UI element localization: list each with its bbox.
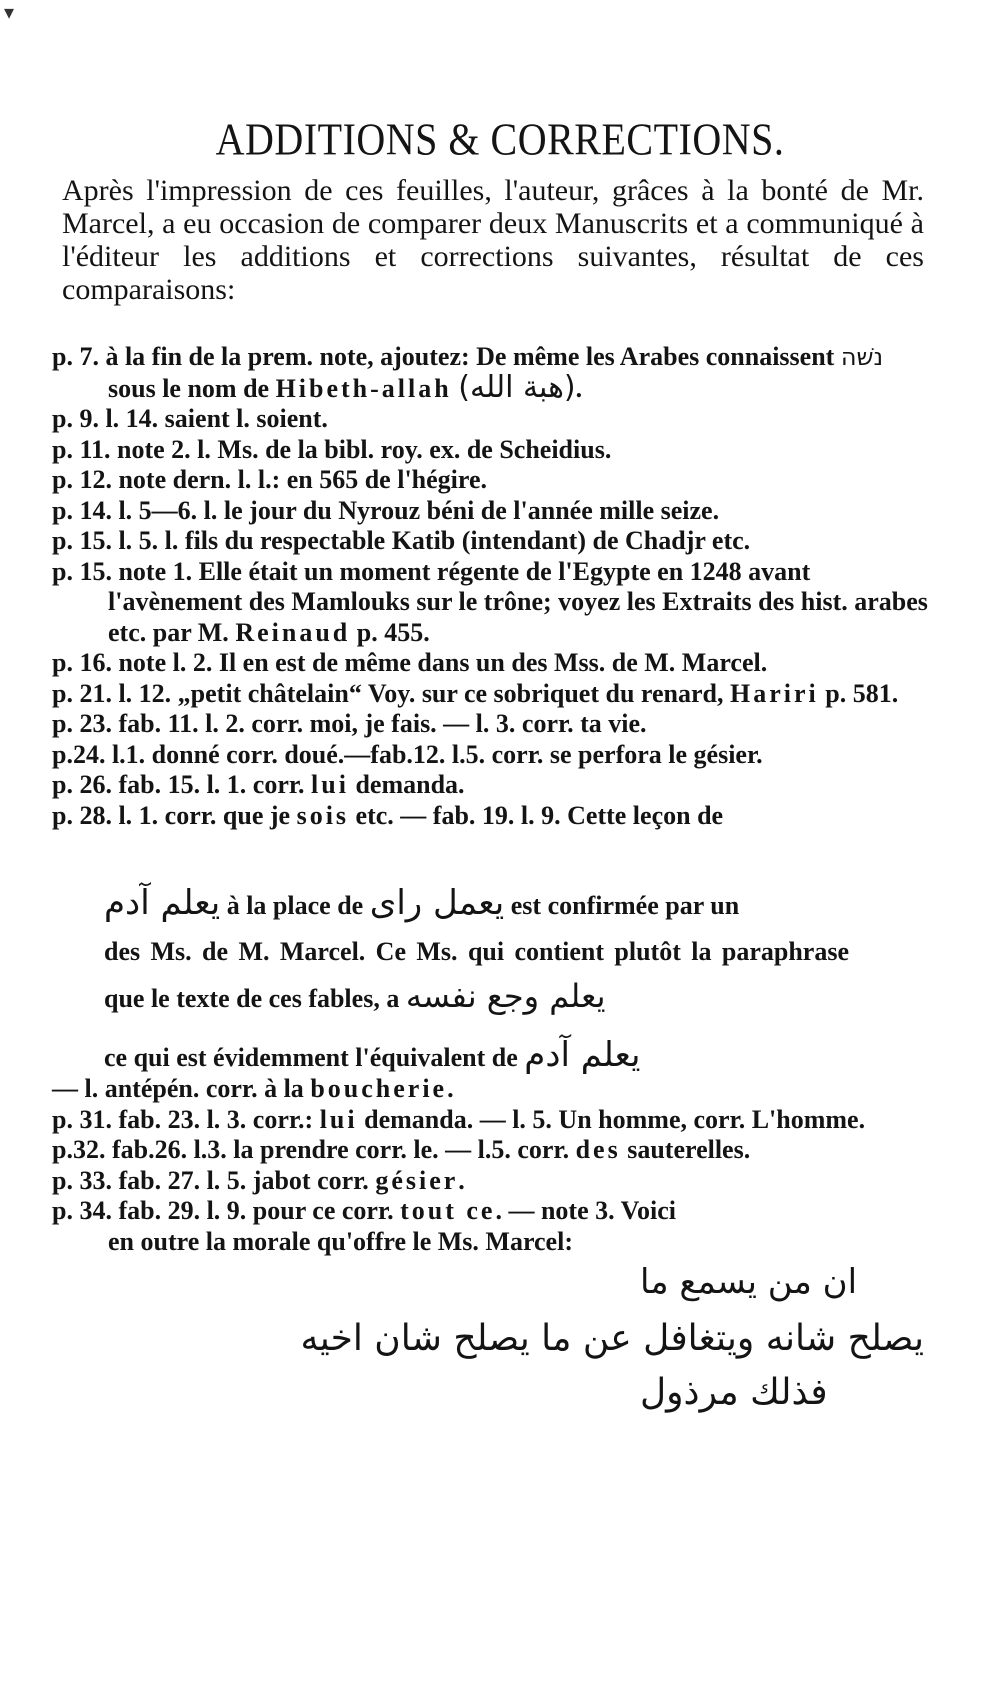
entry-p28: p. 28. l. 1. corr. que je sois etc. — fab. 19. l. 9. Cette leçon de — [52, 800, 724, 830]
entry-p16: p. 16. note l. 2. Il en est de même dans un des Mss. de M. Marcel. — [52, 648, 768, 677]
corrections-list — [52, 342, 932, 831]
leçon-paragraph-line3: ce qui est évidemment l'équivalent de يعلم آدم — [104, 1035, 641, 1075]
entry-antepen: — l. antépén. corr. à la boucherie. — [52, 1074, 454, 1103]
arabic-phrase: يعمل راى — [369, 883, 505, 923]
entry-p23: p. 23. fab. 11. l. 2. corr. moi, je fais. — l. 3. corr. ta vie. — [52, 709, 647, 738]
arabic-morale-start: ان من يسمع ما — [640, 1262, 858, 1302]
arabic-morale-line2: فذلك مرذول — [640, 1372, 828, 1413]
entry-p15-b: p. 15. note 1. Elle était un moment régente de l'Egypte en 1248 avant l'avènement des Mamlouks sur le trône; voyez les Extraits des hist. arabes etc. par M. Reinaud p. 455. — [52, 556, 928, 647]
scan-mark: ▾ — [4, 2, 15, 24]
entry-p26: p. 26. fab. 15. l. 1. corr. lui demanda. — [52, 770, 465, 799]
arabic-phrase: يعلم آدم — [524, 1035, 641, 1075]
arabic-morale-line1: يصلح شانه ويتغافل عن ما يصلح شان اخيه — [300, 1318, 924, 1359]
leçon-paragraph-line2: des Ms. de M. Marcel. Ce Ms. qui contient plutôt la paraphrase que le texte de ces fables, a يعلم وجع نفسه — [104, 937, 849, 1015]
entry-p33: p. 33. fab. 27. l. 5. jabot corr. gésier. — [52, 1165, 465, 1195]
entry-p9: p. 9. l. 14. saient l. soient. — [52, 404, 328, 433]
entry-p12: p. 12. note dern. l. l.: en 565 de l'hégire. — [52, 465, 488, 494]
entry-p7: p. 7. à la fin de la prem. note, ajoutez: De même les Arabes connaissent נשׁה sous le nom de Hibeth-allah (هبة الله). — [52, 342, 884, 405]
entry-p31: p. 31. fab. 23. l. 3. corr.: lui demanda. — l. 5. Un homme, corr. L'homme. — [52, 1104, 866, 1134]
arabic-word: (هبة الله) — [458, 369, 576, 405]
entry-p14: p. 14. l. 5—6. l. le jour du Nyrouz béni de l'année mille seize. — [52, 495, 720, 525]
hebrew-word: נשׁה — [840, 343, 884, 371]
entry-p15-a: p. 15. l. 5. l. fils du respectable Katib (intendant) de Chadjr etc. — [52, 526, 751, 555]
entry-p34: p. 34. fab. 29. l. 9. pour ce corr. tout ce. — note 3. Voici en outre la morale qu'offre le Ms. Marcel: — [52, 1196, 677, 1256]
corrections-list-continued — [52, 1074, 932, 1257]
arabic-phrase: يعلم آدم — [104, 883, 221, 923]
intro-paragraph: Après l'impression de ces feuilles, l'auteur, grâces à la bonté de Mr. Marcel, a eu occasion de comparer deux Manuscrits et a communiqué à l'éditeur les additions et corrections suivantes, résultat de ces comparaisons: — [62, 174, 924, 306]
entry-p32: p.32. fab.26. l.3. la prendre corr. le. — l.5. corr. des sauterelles. — [52, 1135, 751, 1164]
entry-p24: p.24. l.1. donné corr. doué.—fab.12. l.5. corr. se perfora le gésier. — [52, 739, 763, 769]
entry-p11: p. 11. note 2. l. Ms. de la bibl. roy. ex. de Scheidius. — [52, 434, 612, 464]
entry-p21: p. 21. l. 12. „petit châtelain“ Voy. sur ce sobriquet du renard, Hariri p. 581. — [52, 678, 899, 708]
leçon-paragraph-line1: يعلم آدم à la place de يعمل راى est confirmée par un — [104, 883, 740, 923]
arabic-phrase: يعلم وجع نفسه — [405, 977, 606, 1015]
page-title: ADDITIONS & CORRECTIONS. — [215, 113, 785, 165]
